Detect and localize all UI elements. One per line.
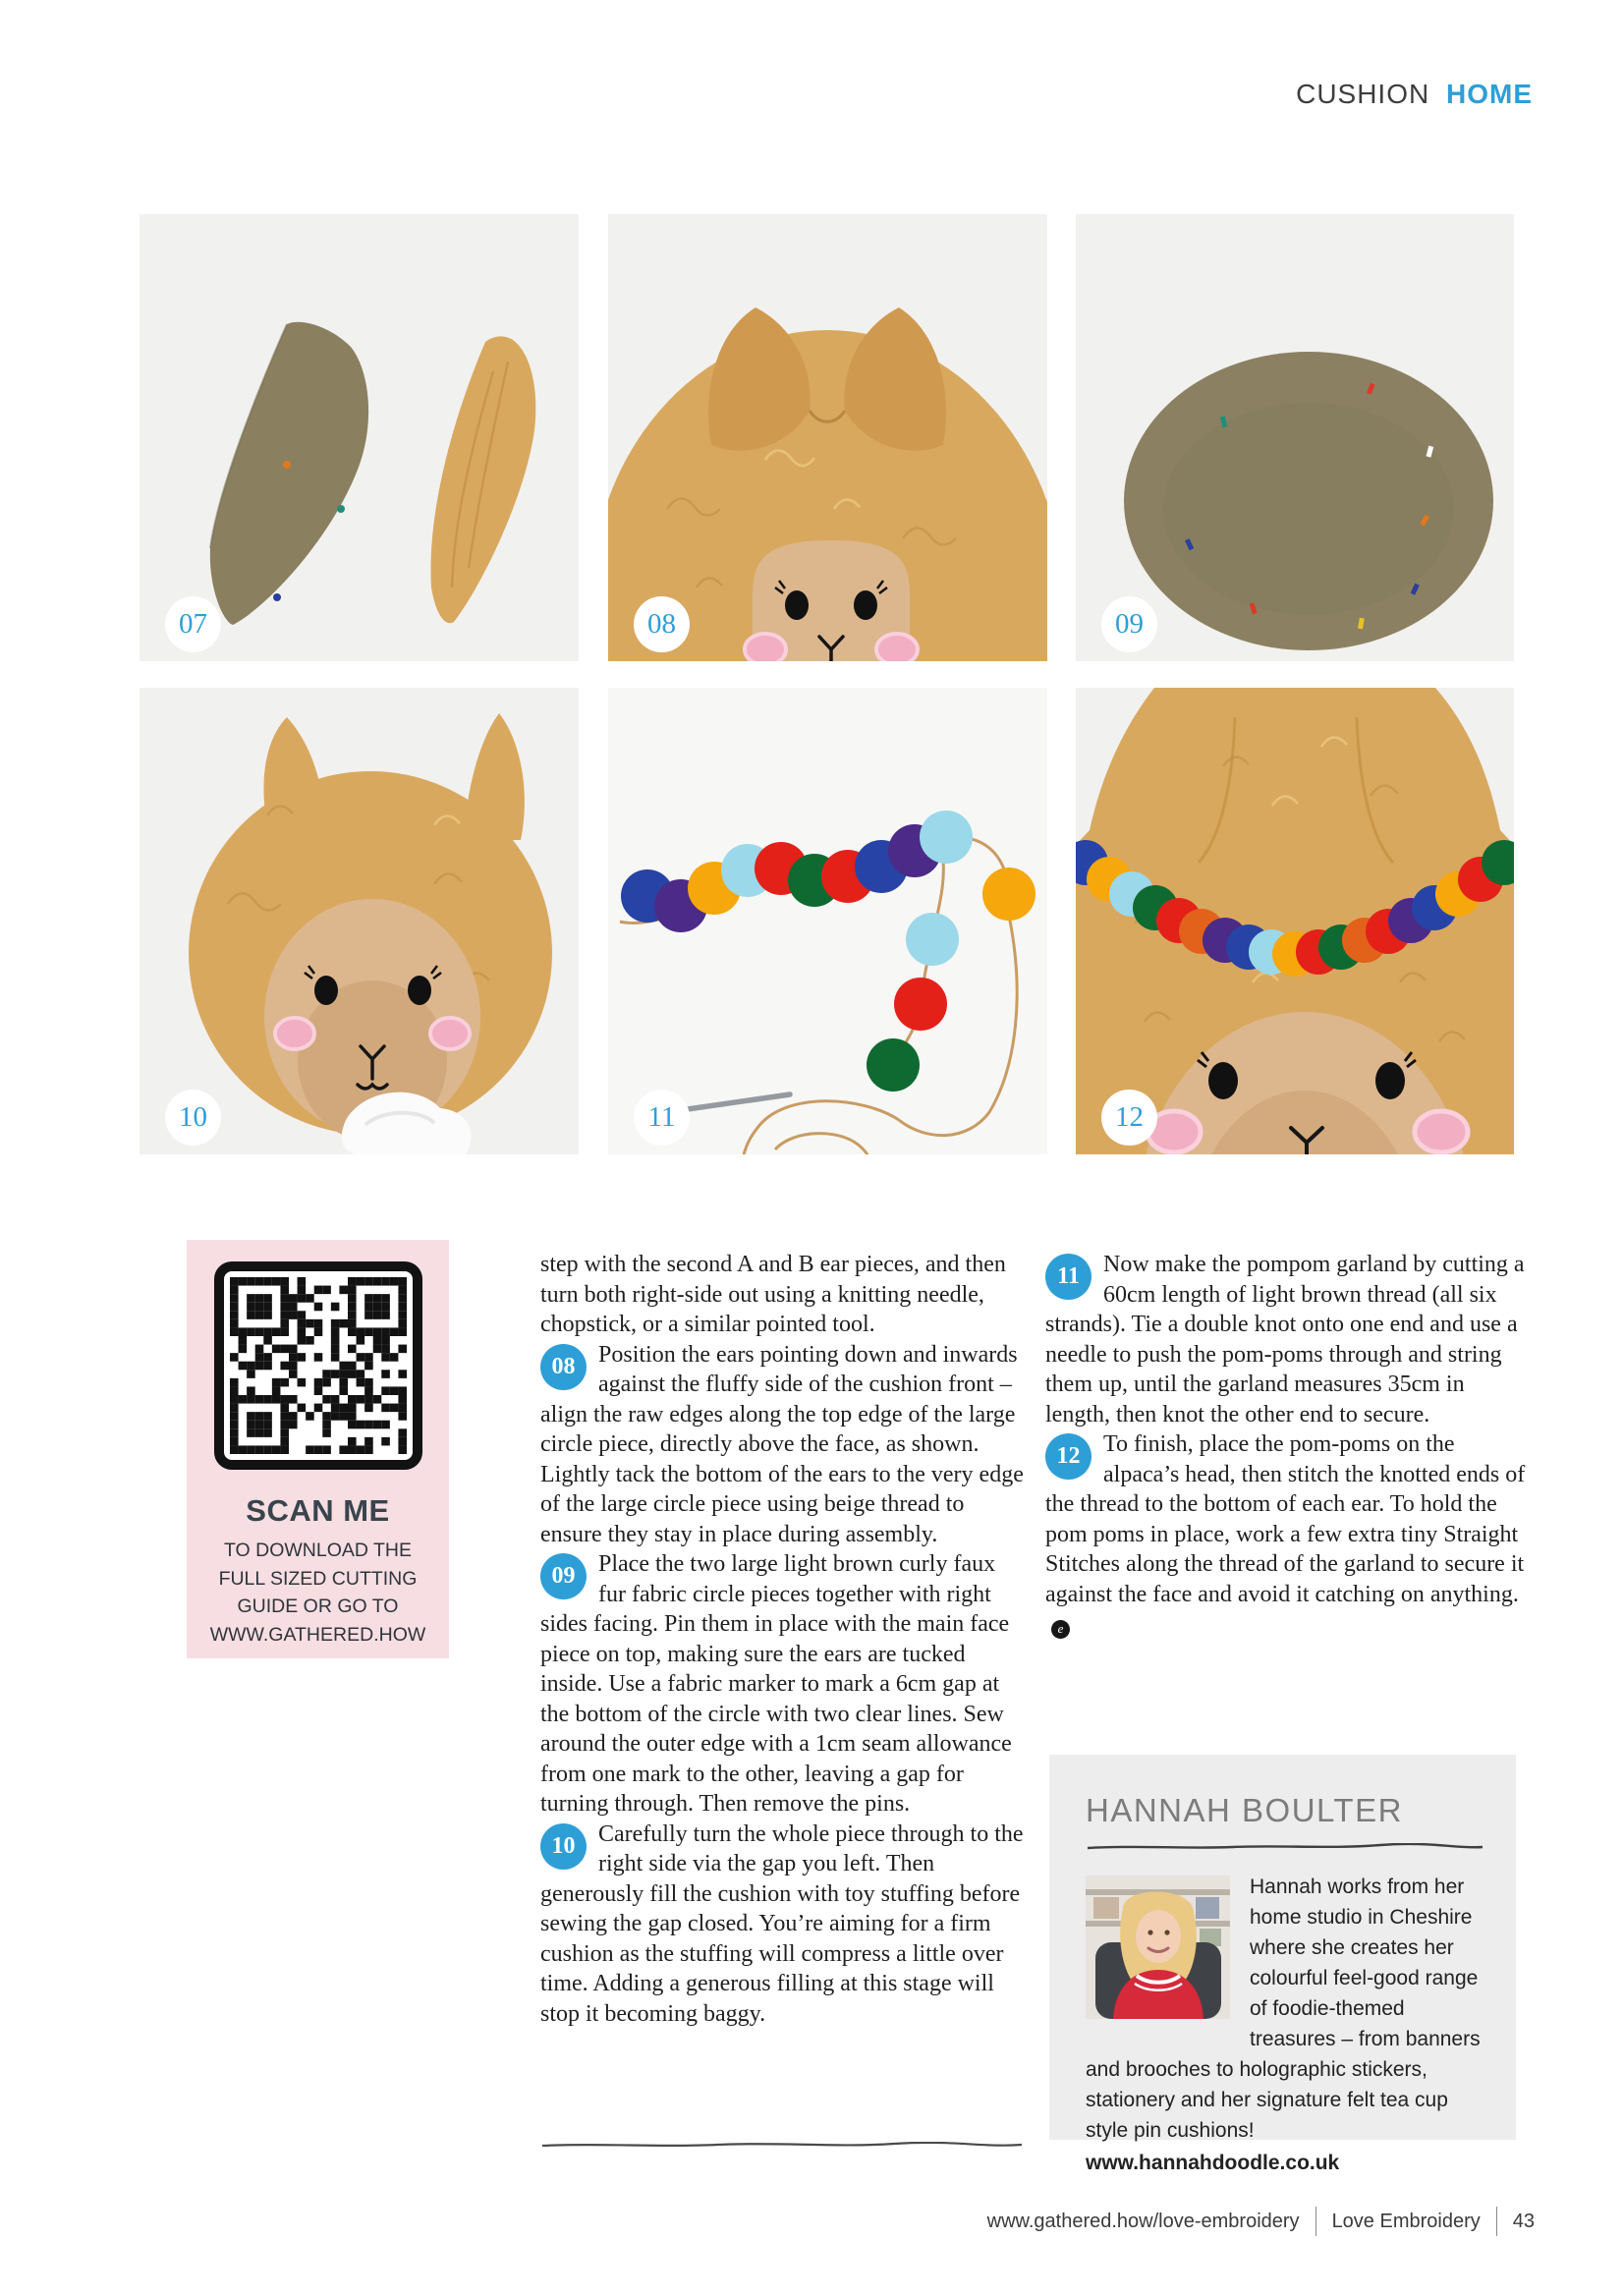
qr-code bbox=[214, 1261, 422, 1470]
footer-url: www.gathered.how/love-embroidery bbox=[986, 2210, 1300, 2232]
ear-pieces-photo bbox=[140, 214, 579, 661]
step-number-badge: 09 bbox=[540, 1553, 587, 1599]
step-photo-07 bbox=[140, 214, 579, 661]
step-number-badge: 12 bbox=[1045, 1433, 1091, 1480]
end-of-article-icon: e bbox=[1051, 1620, 1070, 1639]
photo-step-badge: 11 bbox=[634, 1090, 690, 1146]
step-number-badge: 10 bbox=[540, 1823, 587, 1870]
header-section-label: CUSHION bbox=[1296, 79, 1430, 109]
portrait-illustration bbox=[1086, 1876, 1230, 2019]
page-header bbox=[1296, 79, 1533, 110]
step-paragraph-11: 11 Now make the pompom garland by cutting a 60cm length of light brown thread (all six strands). Tie a double knot onto one end and use a needle to push the pom-poms through and string them up, until the garland measures 35cm in length, then knot the other end to secure. bbox=[1045, 1252, 1525, 1428]
article-column-left bbox=[540, 1250, 1024, 2185]
ears-on-cushion-front-photo bbox=[608, 214, 1047, 661]
author-name: HANNAH BOULTER bbox=[1086, 1792, 1403, 1828]
step-number-badge: 11 bbox=[1045, 1254, 1091, 1300]
footer-magazine-title: Love Embroidery bbox=[1331, 2210, 1481, 2232]
page-footer bbox=[987, 2207, 1535, 2236]
article-column-right bbox=[1045, 1250, 1529, 1640]
footer-divider bbox=[1315, 2207, 1316, 2236]
scan-me-text: TO DOWNLOAD THE FULL SIZED CUTTING GUIDE OR GO TO WWW.GATHERED.HOW bbox=[209, 1540, 426, 1646]
photo-step-badge: 12 bbox=[1101, 1090, 1157, 1146]
scan-me-title: SCAN ME bbox=[246, 1493, 390, 1528]
garland-on-head-photo bbox=[1076, 688, 1514, 1154]
stuffed-head-photo bbox=[140, 688, 579, 1154]
step-photo-08 bbox=[608, 214, 1047, 661]
step-paragraph-08: 08 Position the ears pointing down and inwards against the fluffy side of the cushion front – align the raw edges along the top edge of the large circle piece, directly above the face, as shown. Lightly tack the bottom of the ears to the very edge of the large circle piece using beige thread to ensure they stay in place during assembly. bbox=[540, 1341, 1024, 1547]
author-bio-text: Hannah works from her home studio in Cheshire where she creates her colourful feel-good range of foodie-themed treasures – from banners and brooches to holographic stickers, stationery and her signature felt tea cup style pin cushions! www.hannahdoodle.co.uk bbox=[1086, 1872, 1483, 2178]
step-paragraph-12: 12 To finish, place the pom-poms on the alpaca’s head, then stitch the knotted ends of the thread to the bottom of each ear. To hold the pom poms in place, work a few extra tiny Straight Stitches along the thread of the garland to secure it against the face and avoid it catching on anything.e bbox=[1045, 1429, 1529, 1640]
photo-step-badge: 09 bbox=[1101, 596, 1157, 652]
step-paragraph-09: 09 Place the two large light brown curly faux fur fabric circle pieces together with right sides facing. Pin them in place with the main face piece on top, making sure the ears are tucked inside. Use a fabric marker to mark a 6cm gap at the bottom of the circle with two clear lines. Sew around the outer edge with a 1cm seam allowance from one mark to the other, leaving a gap for turning through. Then remove the pins. bbox=[540, 1551, 1012, 1817]
felt-circle-photo bbox=[1076, 214, 1514, 661]
photo-step-badge: 08 bbox=[634, 596, 690, 652]
step-photo-09 bbox=[1076, 214, 1514, 661]
photo-step-badge: 10 bbox=[165, 1090, 221, 1146]
step-number-badge: 08 bbox=[540, 1344, 587, 1390]
footer-divider bbox=[1496, 2207, 1497, 2236]
page-number: 43 bbox=[1512, 2210, 1535, 2232]
header-accent-label: HOME bbox=[1446, 79, 1533, 109]
pompom-garland-photo bbox=[608, 688, 1047, 1154]
author-website: www.hannahdoodle.co.uk bbox=[1086, 2152, 1340, 2174]
scan-me-box bbox=[187, 1240, 449, 1658]
author-bio-box bbox=[1049, 1755, 1516, 2174]
hand-drawn-divider bbox=[540, 2142, 1024, 2150]
author-photo bbox=[1086, 1876, 1230, 2019]
intro-paragraph: step with the second A and B ear pieces, and then turn both right-side out using a knitting needle, chopstick, or a similar pointed tool. bbox=[540, 1252, 1006, 1337]
step-photo-10 bbox=[140, 688, 579, 1154]
step-paragraph-10: 10 Carefully turn the whole piece through to the right side via the gap you left. Then generously fill the cushion with toy stuffing before sewing the gap closed. You’re aiming for a firm cushion as the stuffing will compress a little over time. Adding a generous filling at this stage will stop it becoming baggy. bbox=[540, 1820, 1024, 2027]
pompoms bbox=[621, 811, 1035, 1092]
hand-drawn-divider bbox=[1086, 1843, 1484, 1851]
photo-step-badge: 07 bbox=[165, 596, 221, 652]
step-photo-12 bbox=[1076, 688, 1514, 1154]
step-photo-11 bbox=[608, 688, 1047, 1154]
